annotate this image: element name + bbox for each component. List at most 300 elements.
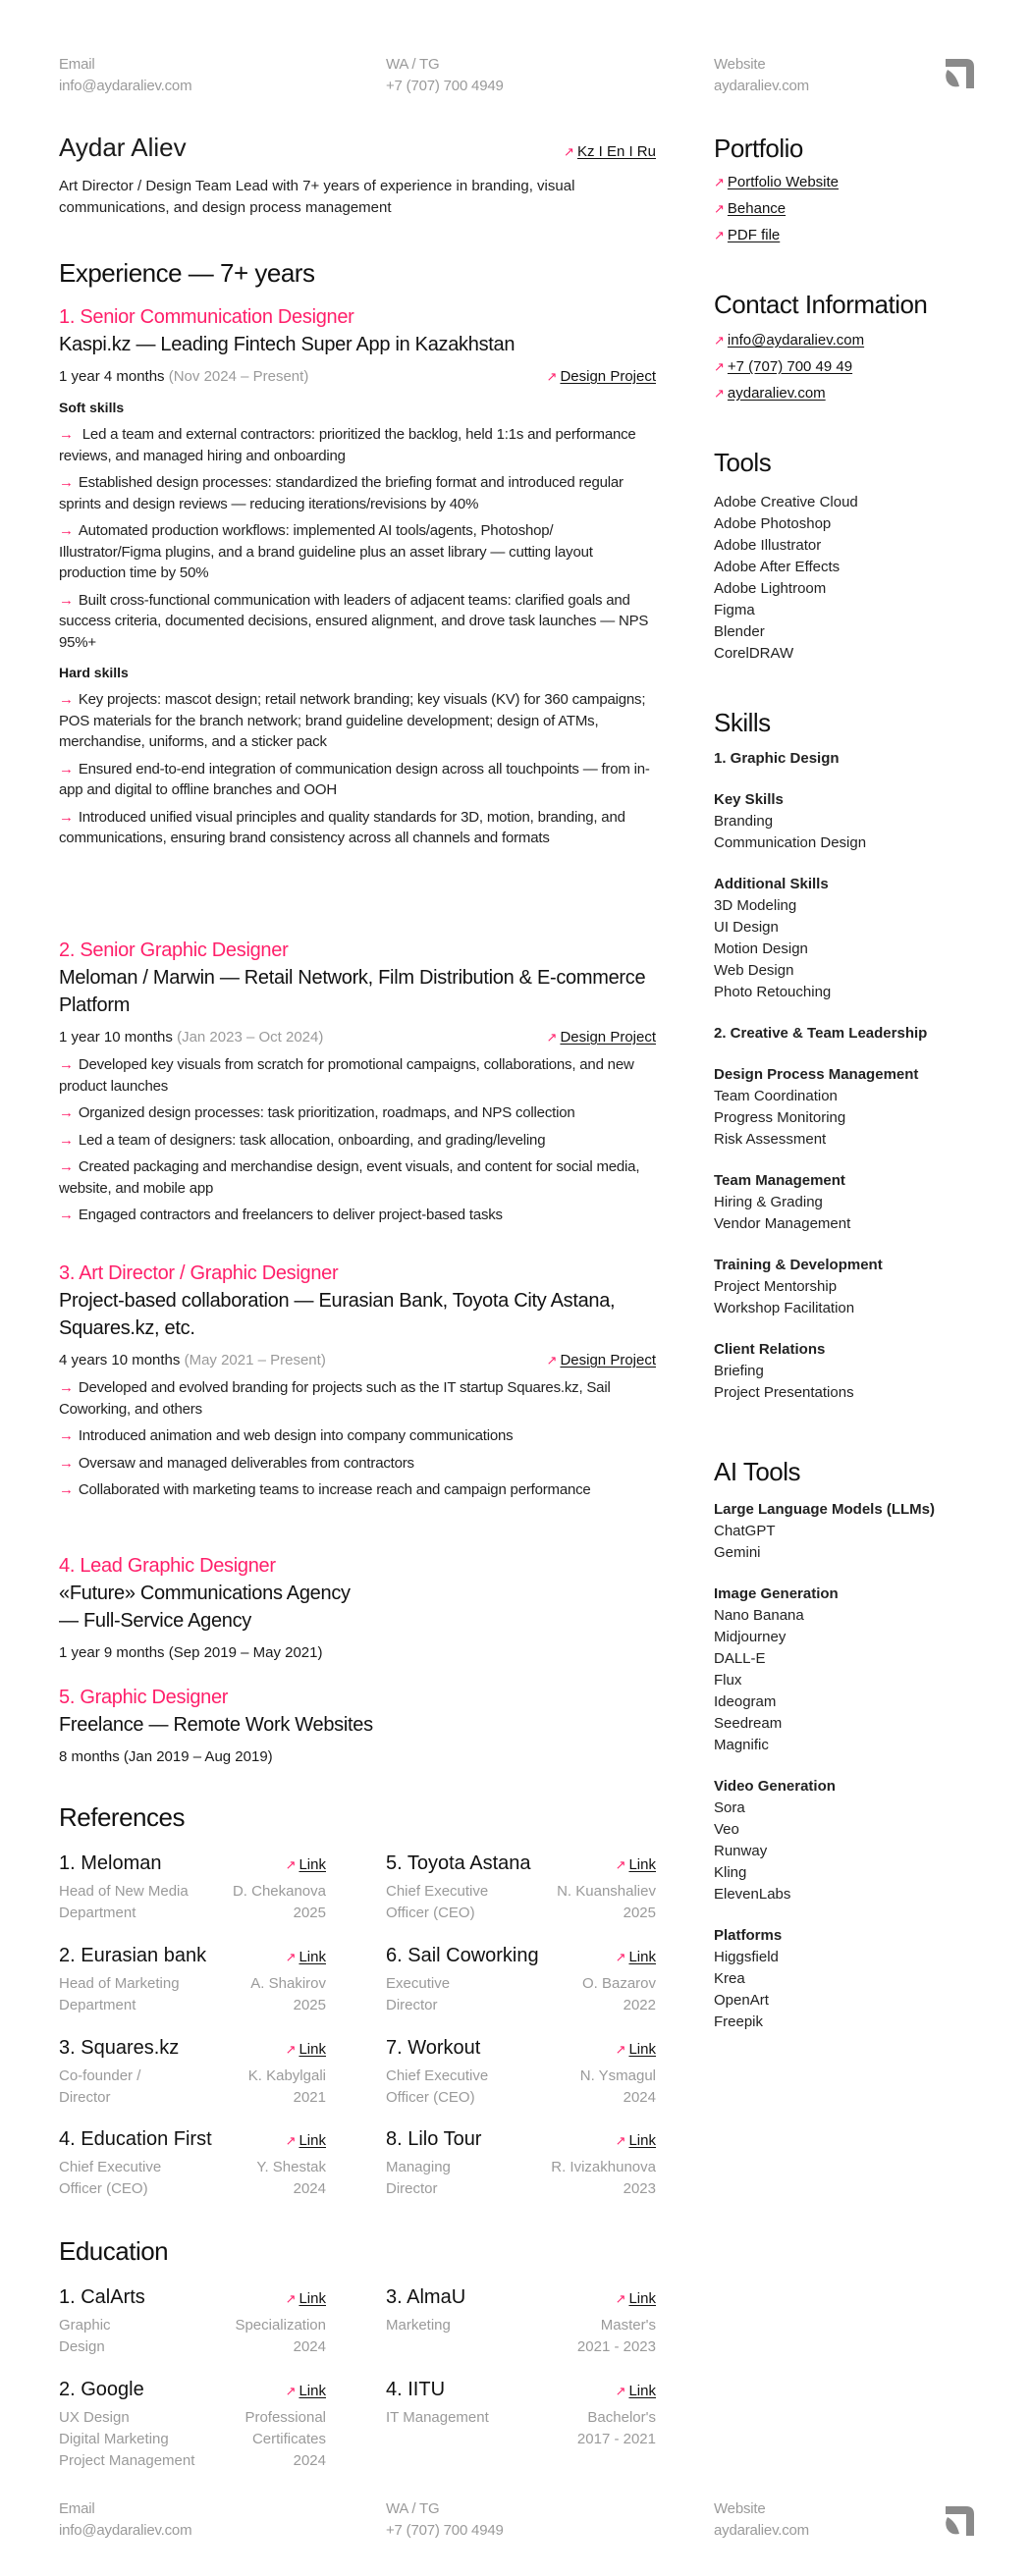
skill-section <box>714 748 1008 1003</box>
website-value[interactable]: aydaraliev.com <box>714 2522 809 2539</box>
arrow-right-icon: → <box>59 474 74 491</box>
bullet-item <box>59 689 656 753</box>
skill-group <box>714 1170 1008 1235</box>
skill-group <box>714 789 1008 854</box>
skills-subheading: Soft skills <box>59 400 125 415</box>
education-name: 3. AlmaU <box>386 2286 466 2308</box>
arrow-up-right-icon: ↗ <box>564 144 574 159</box>
reference-link[interactable] <box>286 2041 326 2058</box>
job-entry <box>59 1260 656 1501</box>
education-link[interactable] <box>286 2290 326 2307</box>
reference-link[interactable] <box>286 2132 326 2149</box>
education-link-label: Link <box>628 2290 656 2307</box>
ai-tool-item: Midjourney <box>714 1629 787 1645</box>
profile <box>59 133 656 219</box>
contact-link-label: +7 (707) 700 49 49 <box>727 358 853 375</box>
reference-name: 4. Education First <box>59 2128 212 2150</box>
arrow-up-right-icon: ↗ <box>714 228 725 242</box>
ai-tool-item: Higgsfield <box>714 1949 779 1965</box>
job-duration <box>59 1746 273 1768</box>
arrow-right-icon: → <box>59 1454 74 1472</box>
education-degree: Certificates <box>251 2431 326 2447</box>
bullet-text: Ensured end-to-end integration of communication design across all touchpoints — from in-app and digital to offline branches and OOH <box>59 760 650 798</box>
skill-section-title: 2. Creative & Team Leadership <box>714 1025 928 1042</box>
education-degree: Professional <box>244 2409 326 2426</box>
bullet-item <box>59 1425 656 1447</box>
skill-group-heading: Client Relations <box>714 1341 826 1358</box>
reference-card <box>59 2034 326 2109</box>
references-heading: References <box>59 1802 185 1832</box>
job-period: (May 2021 – Present) <box>184 1352 326 1368</box>
job-title: 3. Art Director / Graphic Designer <box>59 1262 339 1284</box>
tool-item: Adobe Creative Cloud <box>714 494 858 510</box>
education-program: Marketing <box>386 2317 451 2334</box>
job-duration <box>59 1642 323 1664</box>
portfolio-section <box>714 133 1008 245</box>
skills-subheading: Hard skills <box>59 665 129 680</box>
arrow-up-right-icon: ↗ <box>546 1030 558 1045</box>
education-degree: 2021 - 2023 <box>576 2338 656 2355</box>
skill-item: UI Design <box>714 919 779 936</box>
arrow-up-right-icon: ↗ <box>615 2042 626 2057</box>
ai-tool-group <box>714 1776 1008 1905</box>
arrow-up-right-icon: ↗ <box>546 369 558 384</box>
arrow-right-icon: → <box>59 591 74 609</box>
skill-item: Project Presentations <box>714 1384 854 1401</box>
arrow-up-right-icon: ↗ <box>285 2384 297 2398</box>
arrow-right-icon: → <box>59 1481 74 1498</box>
phone-label: WA / TG <box>386 56 440 73</box>
website-label: Website <box>714 56 766 73</box>
bullet-item <box>59 759 656 801</box>
tool-item: CorelDRAW <box>714 645 794 662</box>
ai-group-heading: Video Generation <box>714 1778 836 1795</box>
skill-item: Workshop Facilitation <box>714 1300 855 1316</box>
education-degree: Specialization <box>235 2317 326 2334</box>
ai-tool-item: Seedream <box>714 1715 783 1732</box>
bullet-item <box>59 1377 656 1420</box>
job-duration-text: 4 years 10 months <box>59 1352 181 1368</box>
reference-person: N. Kuanshaliev <box>557 1883 656 1900</box>
skill-group <box>714 1064 1008 1151</box>
portfolio-link[interactable] <box>714 200 786 217</box>
phone-value[interactable]: +7 (707) 700 4949 <box>386 2522 504 2539</box>
bullet-text: Automated production workflows: implemented AI tools/agents, Photoshop/ Illustrator/Figma plugins, and a brand guideline plus an asset library — cutting layout production time by 50% <box>59 522 593 581</box>
reference-role: Head of New Media <box>59 1883 189 1900</box>
bullet-item <box>59 590 656 654</box>
job-period: (Jan 2023 – Oct 2024) <box>177 1029 324 1046</box>
skill-item: Communication Design <box>714 834 867 851</box>
job-duration <box>59 366 308 388</box>
tool-item: Blender <box>714 623 765 640</box>
reference-year: 2024 <box>293 2180 326 2197</box>
email-label: Email <box>59 2500 95 2517</box>
job-meta <box>59 1642 656 1664</box>
education-program: Digital Marketing <box>59 2431 169 2447</box>
arrow-right-icon: → <box>59 691 74 708</box>
reference-role: Co-founder / <box>59 2067 141 2084</box>
job-duration-text: 1 year 4 months <box>59 368 165 385</box>
website-label: Website <box>714 2500 766 2517</box>
job-meta <box>59 366 656 388</box>
reference-link[interactable] <box>616 1949 656 1965</box>
reference-role: Officer (CEO) <box>386 2089 475 2106</box>
ai-tool-item: Flux <box>714 1672 742 1689</box>
reference-year: 2023 <box>623 2180 656 2197</box>
reference-link[interactable] <box>286 1856 326 1873</box>
job-meta <box>59 1350 656 1371</box>
reference-card <box>386 2125 656 2200</box>
header-phone <box>386 54 504 97</box>
reference-name: 8. Lilo Tour <box>386 2128 482 2150</box>
ai-tool-group <box>714 1583 1008 1756</box>
skill-item: Web Design <box>714 962 794 979</box>
arrow-up-right-icon: ↗ <box>615 2291 626 2306</box>
skill-group <box>714 1255 1008 1319</box>
education-link-label: Link <box>628 2383 656 2399</box>
arrow-up-right-icon: ↗ <box>285 2133 297 2148</box>
arrow-right-icon: → <box>59 426 74 443</box>
design-project-link[interactable] <box>547 1027 656 1048</box>
design-project-link-label: Design Project <box>560 368 656 385</box>
reference-person: O. Bazarov <box>581 1975 656 1992</box>
reference-role: Department <box>59 1997 136 2013</box>
logo-icon <box>945 2506 974 2536</box>
education-card <box>386 2376 656 2450</box>
education-program: UX Design <box>59 2409 130 2426</box>
skill-group-heading: Key Skills <box>714 791 784 808</box>
skills-section <box>714 707 1008 1404</box>
design-project-link[interactable] <box>547 1350 656 1371</box>
education-degree: Master's <box>600 2317 656 2334</box>
email-label: Email <box>59 56 95 73</box>
reference-card <box>386 1850 656 1924</box>
ai-tool-item: Sora <box>714 1799 745 1816</box>
header-website <box>714 54 809 97</box>
email-value[interactable]: info@aydaraliev.com <box>59 78 192 94</box>
arrow-up-right-icon: ↗ <box>714 175 725 189</box>
education-card <box>59 2376 326 2472</box>
job-company: — Full-Service Agency <box>59 1610 251 1632</box>
ai-tool-item: Kling <box>714 1864 747 1881</box>
reference-link[interactable] <box>616 2132 656 2149</box>
arrow-up-right-icon: ↗ <box>285 1950 297 1964</box>
reference-name: 6. Sail Coworking <box>386 1945 539 1966</box>
person-name: Aydar Aliev <box>59 133 187 162</box>
job-duration-text: 1 year 9 months (Sep 2019 – May 2021) <box>59 1644 323 1661</box>
reference-link-label: Link <box>628 2132 656 2149</box>
tools-heading: Tools <box>714 448 772 477</box>
ai-tools-heading: AI Tools <box>714 1457 801 1486</box>
skill-item: Risk Assessment <box>714 1131 827 1148</box>
ai-tool-item: Magnific <box>714 1737 769 1753</box>
ai-tool-item: Krea <box>714 1970 745 1987</box>
bullet-item <box>59 1453 656 1475</box>
reference-role: Chief Executive <box>386 1883 489 1900</box>
reference-link-label: Link <box>298 2132 326 2149</box>
skill-section <box>714 1023 1008 1404</box>
ai-tool-item: ElevenLabs <box>714 1886 791 1903</box>
reference-role: Director <box>59 2089 111 2106</box>
tool-item: Figma <box>714 602 755 618</box>
education-name: 2. Google <box>59 2379 144 2400</box>
reference-link[interactable] <box>616 1856 656 1873</box>
arrow-right-icon: → <box>59 808 74 826</box>
ai-tool-item: ChatGPT <box>714 1523 776 1539</box>
education-card <box>386 2283 656 2358</box>
skill-group <box>714 874 1008 1003</box>
bullet-item <box>59 520 656 584</box>
footer-website <box>714 2498 809 2542</box>
tool-item: Adobe Lightroom <box>714 580 827 597</box>
reference-card <box>59 2125 326 2200</box>
ai-tool-item: Runway <box>714 1843 768 1859</box>
job-period: (Nov 2024 – Present) <box>168 368 309 385</box>
reference-person: K. Kabylgali <box>247 2067 326 2084</box>
job-company: Meloman / Marwin — Retail Network, Film Distribution & E-commerce Platform <box>59 967 646 1016</box>
phone-value[interactable]: +7 (707) 700 4949 <box>386 78 504 94</box>
ai-tool-item: DALL-E <box>714 1650 766 1667</box>
bullet-item <box>59 1479 656 1501</box>
reference-link-label: Link <box>628 1949 656 1965</box>
education-degree: 2017 - 2021 <box>576 2431 656 2447</box>
contact-link-label: info@aydaraliev.com <box>727 332 865 349</box>
education-program: Project Management <box>59 2452 195 2469</box>
contact-link[interactable] <box>714 385 826 402</box>
education-heading: Education <box>59 2236 169 2266</box>
skills-heading: Skills <box>714 708 771 737</box>
education-link[interactable] <box>286 2383 326 2399</box>
skill-group-heading: Design Process Management <box>714 1066 919 1083</box>
job-company: Freelance — Remote Work Websites <box>59 1714 373 1736</box>
bullet-text: Collaborated with marketing teams to increase reach and campaign performance <box>78 1481 591 1498</box>
contact-heading: Contact Information <box>714 290 928 319</box>
footer-email <box>59 2498 191 2542</box>
ai-tool-item: Gemini <box>714 1544 761 1561</box>
contact-link-label: aydaraliev.com <box>727 385 826 402</box>
education-card <box>59 2283 326 2358</box>
education-degree: 2024 <box>293 2338 326 2355</box>
job-duration-text: 1 year 10 months <box>59 1029 173 1046</box>
ai-tool-group <box>714 1925 1008 2033</box>
reference-name: 2. Eurasian bank <box>59 1945 207 1966</box>
reference-card <box>386 2034 656 2109</box>
reference-role: Chief Executive <box>386 2067 489 2084</box>
reference-card <box>59 1850 326 1924</box>
header-email <box>59 54 191 97</box>
skill-item: Team Coordination <box>714 1088 838 1104</box>
tools-section <box>714 447 1008 665</box>
portfolio-link[interactable] <box>714 227 780 243</box>
reference-name: 5. Toyota Astana <box>386 1852 531 1874</box>
reference-person: N. Ysmagul <box>579 2067 656 2084</box>
reference-card <box>59 1942 326 2016</box>
skill-item: Vendor Management <box>714 1215 851 1232</box>
portfolio-link-label: Portfolio Website <box>727 174 840 190</box>
bullet-text: Organized design processes: task prioritization, roadmaps, and NPS collection <box>78 1104 575 1121</box>
bullet-text: Key projects: mascot design; retail network branding; key visuals (KV) for 360 campaigns; POS materials for the branch network; brand guideline development; design of ATMs, merchandise, uniforms, and a sticker pack <box>59 691 646 750</box>
reference-link-label: Link <box>628 2041 656 2058</box>
education-link[interactable] <box>616 2383 656 2399</box>
skill-item: Branding <box>714 813 774 830</box>
ai-tool-item: Nano Banana <box>714 1607 804 1624</box>
job-title: 2. Senior Graphic Designer <box>59 939 289 961</box>
arrow-up-right-icon: ↗ <box>546 1353 558 1368</box>
arrow-up-right-icon: ↗ <box>615 1950 626 1964</box>
job-company: Kaspi.kz — Leading Fintech Super App in Kazakhstan <box>59 334 516 355</box>
contact-link[interactable] <box>714 358 852 375</box>
summary: Art Director / Design Team Lead with 7+ years of experience in branding, visual communications, and design process management <box>59 178 575 216</box>
reference-year: 2025 <box>293 1997 326 2013</box>
logo-icon <box>945 59 974 88</box>
skill-group-heading: Training & Development <box>714 1257 883 1273</box>
language-switch-label: Kz I En I Ru <box>576 143 656 160</box>
ai-tool-group <box>714 1499 1008 1564</box>
portfolio-link-label: Behance <box>727 200 787 217</box>
portfolio-link[interactable] <box>714 174 839 190</box>
footer-phone <box>386 2498 504 2542</box>
arrow-up-right-icon: ↗ <box>285 2291 297 2306</box>
bullet-item <box>59 1130 656 1152</box>
reference-link-label: Link <box>298 1949 326 1965</box>
bullet-item <box>59 807 656 849</box>
job-company: «Future» Communications Agency <box>59 1583 351 1604</box>
contact-section <box>714 289 1008 403</box>
arrow-up-right-icon: ↗ <box>285 1857 297 1872</box>
education-program: Graphic <box>59 2317 111 2334</box>
experience-heading: Experience — 7+ years <box>59 258 315 288</box>
job-meta <box>59 1746 656 1768</box>
skill-item: Progress Monitoring <box>714 1109 846 1126</box>
portfolio-link-label: PDF file <box>727 227 781 243</box>
job-entry <box>59 937 656 1226</box>
reference-role: Executive <box>386 1975 451 1992</box>
job-title: 1. Senior Communication Designer <box>59 306 354 328</box>
arrow-right-icon: → <box>59 1056 74 1073</box>
contact-link[interactable] <box>714 332 864 349</box>
reference-link[interactable] <box>286 1949 326 1965</box>
reference-link-label: Link <box>298 2041 326 2058</box>
tool-item: Adobe Photoshop <box>714 515 832 532</box>
ai-tool-item: Freepik <box>714 2013 764 2030</box>
arrow-up-right-icon: ↗ <box>714 201 725 216</box>
ai-group-heading: Platforms <box>714 1927 783 1944</box>
portfolio-heading: Portfolio <box>714 134 803 163</box>
skill-item: Project Mentorship <box>714 1278 838 1295</box>
ai-tool-item: Ideogram <box>714 1693 777 1710</box>
phone-label: WA / TG <box>386 2500 440 2517</box>
skill-section-title: 1. Graphic Design <box>714 750 840 767</box>
bullet-item <box>59 1156 656 1199</box>
bullet-text: Led a team and external contractors: prioritized the backlog, held 1:1s and performance reviews, and managed hiring and onboarding <box>59 426 636 464</box>
skill-group <box>714 1339 1008 1404</box>
job-duration-text: 8 months (Jan 2019 – Aug 2019) <box>59 1748 273 1765</box>
arrow-right-icon: → <box>59 1207 74 1223</box>
reference-person: Y. Shestak <box>256 2159 326 2175</box>
website-value[interactable]: aydaraliev.com <box>714 78 809 94</box>
bullet-text: Created packaging and merchandise design, event visuals, and content for social media, website, and mobile app <box>59 1158 640 1197</box>
skill-item: Hiring & Grading <box>714 1194 823 1210</box>
skill-item: 3D Modeling <box>714 897 797 914</box>
design-project-link-label: Design Project <box>560 1029 656 1046</box>
job-entry <box>59 303 656 849</box>
reference-person: D. Chekanova <box>232 1883 326 1900</box>
arrow-up-right-icon: ↗ <box>615 2133 626 2148</box>
bullet-item <box>59 1054 656 1097</box>
ai-group-heading: Image Generation <box>714 1585 839 1602</box>
tool-item: Adobe After Effects <box>714 559 841 575</box>
arrow-right-icon: → <box>59 760 74 778</box>
job-duration <box>59 1027 323 1048</box>
design-project-link[interactable] <box>547 366 656 388</box>
arrow-right-icon: → <box>59 1104 74 1121</box>
education-link-label: Link <box>298 2383 326 2399</box>
job-company: Project-based collaboration — Eurasian Bank, Toyota City Astana, Squares.kz, etc. <box>59 1290 616 1339</box>
reference-link[interactable] <box>616 2041 656 2058</box>
bullet-text: Introduced unified visual principles and quality standards for 3D, motion, branding, and communications, ensuring brand consistency across all channels and formats <box>59 808 625 846</box>
job-entry <box>59 1684 656 1768</box>
reference-role: Department <box>59 1905 136 1921</box>
ai-tool-item: OpenArt <box>714 1992 769 2009</box>
bullet-text: Oversaw and managed deliverables from contractors <box>78 1454 414 1472</box>
bullet-text: Built cross-functional communication with leaders of adjacent teams: clarified goals and success criteria, documented decisions, ensured alignment, and drove task launches — NPS 95%+ <box>59 591 649 651</box>
reference-link-label: Link <box>628 1856 656 1873</box>
arrow-up-right-icon: ↗ <box>615 2384 626 2398</box>
education-link[interactable] <box>616 2290 656 2307</box>
reference-card <box>386 1942 656 2016</box>
bullet-text: Led a team of designers: task allocation, onboarding, and grading/leveling <box>78 1131 546 1149</box>
reference-link-label: Link <box>298 1856 326 1873</box>
arrow-up-right-icon: ↗ <box>714 386 725 401</box>
bullet-item <box>59 424 656 466</box>
reference-role: Director <box>386 2180 438 2197</box>
language-switch-link[interactable] <box>564 143 656 160</box>
skill-item: Motion Design <box>714 940 808 957</box>
skill-group-heading: Team Management <box>714 1172 845 1189</box>
reference-name: 3. Squares.kz <box>59 2037 180 2059</box>
job-meta <box>59 1027 656 1048</box>
education-program: Design <box>59 2338 105 2355</box>
reference-year: 2021 <box>293 2089 326 2106</box>
skill-item: Briefing <box>714 1363 764 1379</box>
ai-group-heading: Large Language Models (LLMs) <box>714 1501 936 1518</box>
arrow-up-right-icon: ↗ <box>285 2042 297 2057</box>
reference-name: 1. Meloman <box>59 1852 162 1874</box>
reference-role: Head of Marketing <box>59 1975 180 1992</box>
tool-item: Adobe Illustrator <box>714 537 822 554</box>
email-value[interactable]: info@aydaraliev.com <box>59 2522 192 2539</box>
reference-role: Officer (CEO) <box>386 1905 475 1921</box>
arrow-right-icon: → <box>59 1427 74 1444</box>
bullet-text: Developed key visuals from scratch for promotional campaigns, collaborations, and new product launches <box>59 1056 634 1095</box>
reference-year: 2024 <box>623 2089 656 2106</box>
bullet-item <box>59 472 656 514</box>
ai-tools-section <box>714 1456 1008 2033</box>
education-program: IT Management <box>386 2409 489 2426</box>
bullet-text: Developed and evolved branding for projects such as the IT startup Squares.kz, Sail Coworking, and others <box>59 1379 611 1418</box>
bullet-item <box>59 1102 656 1124</box>
arrow-right-icon: → <box>59 522 74 539</box>
education-name: 4. IITU <box>386 2379 446 2400</box>
job-title: 4. Lead Graphic Designer <box>59 1555 276 1577</box>
reference-year: 2025 <box>623 1905 656 1921</box>
design-project-link-label: Design Project <box>560 1352 656 1368</box>
job-title: 5. Graphic Designer <box>59 1687 229 1708</box>
reference-person: A. Shakirov <box>250 1975 326 1992</box>
reference-role: Officer (CEO) <box>59 2180 148 2197</box>
arrow-right-icon: → <box>59 1158 74 1175</box>
skill-group-heading: Additional Skills <box>714 876 829 892</box>
